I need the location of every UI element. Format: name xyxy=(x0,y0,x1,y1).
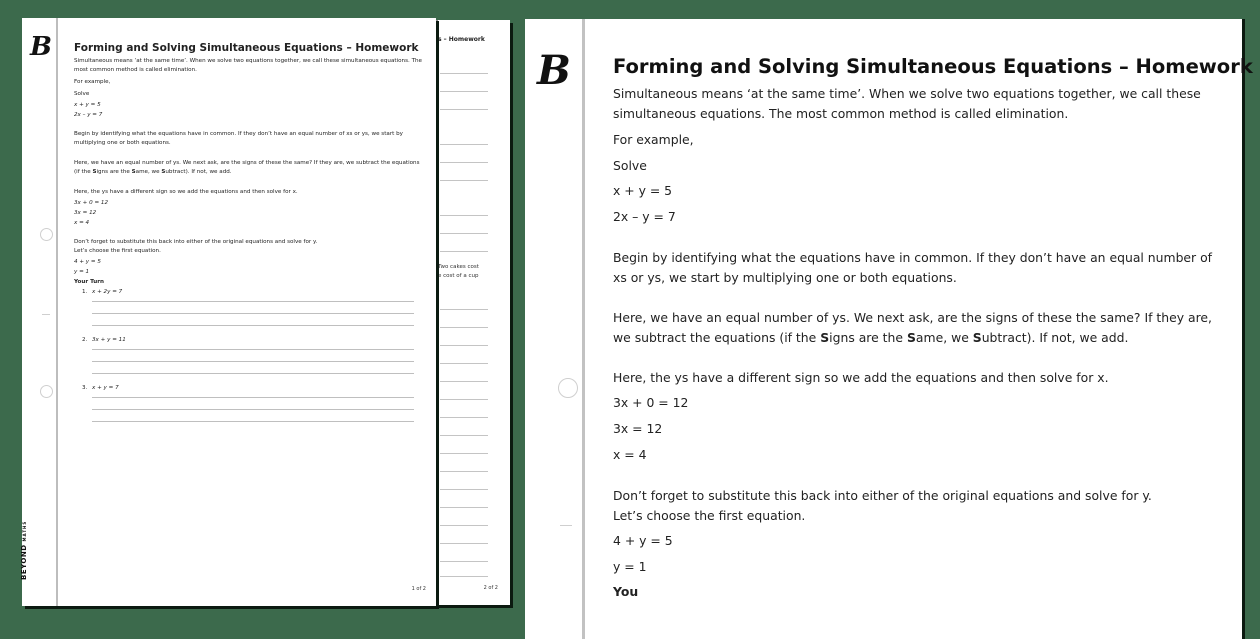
answer-line xyxy=(440,345,488,346)
answer-line xyxy=(440,576,488,577)
different-sign-paragraph: Here, the ys have a different sign so we add the equations and then solve for x. xyxy=(613,370,1109,385)
step-4: 4 + y = 5 xyxy=(74,259,101,265)
brand-sub: MATHS xyxy=(22,520,27,542)
begin-paragraph: Begin by identifying what the equations have in common. If they don’t have an equal number of xs or ys, we start by multiplying one or both equations. xyxy=(613,250,1213,285)
for-example-label: For example, xyxy=(74,79,111,85)
for-example-label: For example, xyxy=(613,132,694,147)
answer-line xyxy=(440,233,488,234)
answer-line xyxy=(440,507,488,508)
step-3: x = 4 xyxy=(74,220,90,226)
choose-first-paragraph: Let’s choose the first equation. xyxy=(74,248,161,254)
beyond-logo-icon: B xyxy=(30,32,52,62)
choose-first-paragraph: Let’s choose the first equation. xyxy=(613,508,806,523)
page-1-content xyxy=(74,42,424,433)
solve-label: Solve xyxy=(74,91,90,97)
answer-line xyxy=(440,73,488,74)
answer-line xyxy=(440,109,488,110)
answer-line xyxy=(440,471,488,472)
worksheet-page-1-zoomed[interactable] xyxy=(525,19,1253,639)
your-turn-heading: You xyxy=(613,584,639,599)
answer-line xyxy=(440,91,488,92)
question-3: 3. x + y = 7 xyxy=(82,385,119,391)
equation-2: 2x – y = 7 xyxy=(74,112,103,118)
substitute-paragraph: Don’t forget to substitute this back into either of the original equations and solve for y. xyxy=(74,239,318,245)
page-number: 1 of 2 xyxy=(411,586,426,592)
step-4: 4 + y = 5 xyxy=(613,533,673,548)
answer-line xyxy=(440,561,488,562)
punch-hole-icon xyxy=(40,385,53,398)
answer-line xyxy=(440,417,488,418)
answer-line xyxy=(440,453,488,454)
beyond-logo-icon: B xyxy=(537,47,571,94)
page-2-title-fragment: s – Homework xyxy=(438,36,485,43)
answer-line xyxy=(440,363,488,364)
step-2: 3x = 12 xyxy=(613,421,663,436)
same-signs-paragraph: Here, we have an equal number of ys. We next ask, are the signs of these the same? If they are, we subtract the equations (if the Signs are the Same, we Subtract). If not, we add. xyxy=(613,310,1212,345)
answer-lines[interactable] xyxy=(92,301,424,326)
equation-1: x + y = 5 xyxy=(613,183,673,198)
answer-line xyxy=(440,180,488,181)
intro-text: Simultaneous means ‘at the same time’. When we solve two equations together, we call these simultaneous equations. The most common method is called elimination. xyxy=(613,86,1201,121)
punch-hole-icon xyxy=(558,378,578,398)
equation-2: 2x – y = 7 xyxy=(613,209,676,224)
step-5: y = 1 xyxy=(74,269,90,275)
worksheet-page-1-preview[interactable] xyxy=(22,18,436,606)
worksheet-page-2-preview[interactable] xyxy=(428,20,510,605)
answer-line xyxy=(440,215,488,216)
fold-mark xyxy=(560,525,572,526)
answer-line xyxy=(440,327,488,328)
answer-line xyxy=(440,162,488,163)
step-1: 3x + 0 = 12 xyxy=(74,200,109,206)
different-sign-paragraph: Here, the ys have a different sign so we add the equations and then solve for x. xyxy=(74,189,298,195)
answer-line xyxy=(440,144,488,145)
intro-text: Simultaneous means ‘at the same time’. When we solve two equations together, we call these simultaneous equations. The most common method is called elimination. xyxy=(74,58,422,73)
page-2-text-fragment: Two cakes cost xyxy=(438,264,479,270)
worksheet-title: Forming and Solving Simultaneous Equations – Homework xyxy=(613,55,1253,78)
solve-label: Solve xyxy=(613,158,647,173)
answer-lines[interactable] xyxy=(92,397,424,422)
answer-lines[interactable] xyxy=(92,349,424,374)
answer-line xyxy=(440,543,488,544)
answer-line xyxy=(440,435,488,436)
substitute-paragraph: Don’t forget to substitute this back into either of the original equations and solve for y. xyxy=(613,488,1152,503)
fold-mark xyxy=(42,314,50,315)
question-1: 1. x + 2y = 7 xyxy=(82,289,123,295)
question-2: 2. 3x + y = 11 xyxy=(82,337,126,343)
answer-line xyxy=(440,399,488,400)
margin-line xyxy=(582,19,585,639)
worksheet-title: Forming and Solving Simultaneous Equations – Homework xyxy=(74,42,419,54)
page-content xyxy=(613,55,1253,599)
margin-line xyxy=(436,20,438,605)
punch-hole-icon xyxy=(40,228,53,241)
answer-line xyxy=(440,381,488,382)
step-2: 3x = 12 xyxy=(74,210,97,216)
answer-line xyxy=(440,251,488,252)
margin-line xyxy=(56,18,58,606)
answer-line xyxy=(440,489,488,490)
step-3: x = 4 xyxy=(613,447,647,462)
page-number: 2 of 2 xyxy=(483,585,498,591)
step-1: 3x + 0 = 12 xyxy=(613,395,689,410)
page-2-text-fragment: e cost of a cup xyxy=(438,273,479,279)
answer-line xyxy=(440,525,488,526)
answer-line xyxy=(440,309,488,310)
brand-name: BEYOND xyxy=(20,544,28,580)
same-signs-paragraph: Here, we have an equal number of ys. We next ask, are the signs of these the same? If they are, we subtract the equations (if the Signs are the Same, we Subtract). If not, we add. xyxy=(74,160,420,175)
step-5: y = 1 xyxy=(613,559,647,574)
begin-paragraph: Begin by identifying what the equations have in common. If they don’t have an equal number of xs or ys, we start by multiplying one or both equations. xyxy=(74,131,403,146)
equation-1: x + y = 5 xyxy=(74,102,101,108)
your-turn-heading: Your Turn xyxy=(74,279,104,285)
